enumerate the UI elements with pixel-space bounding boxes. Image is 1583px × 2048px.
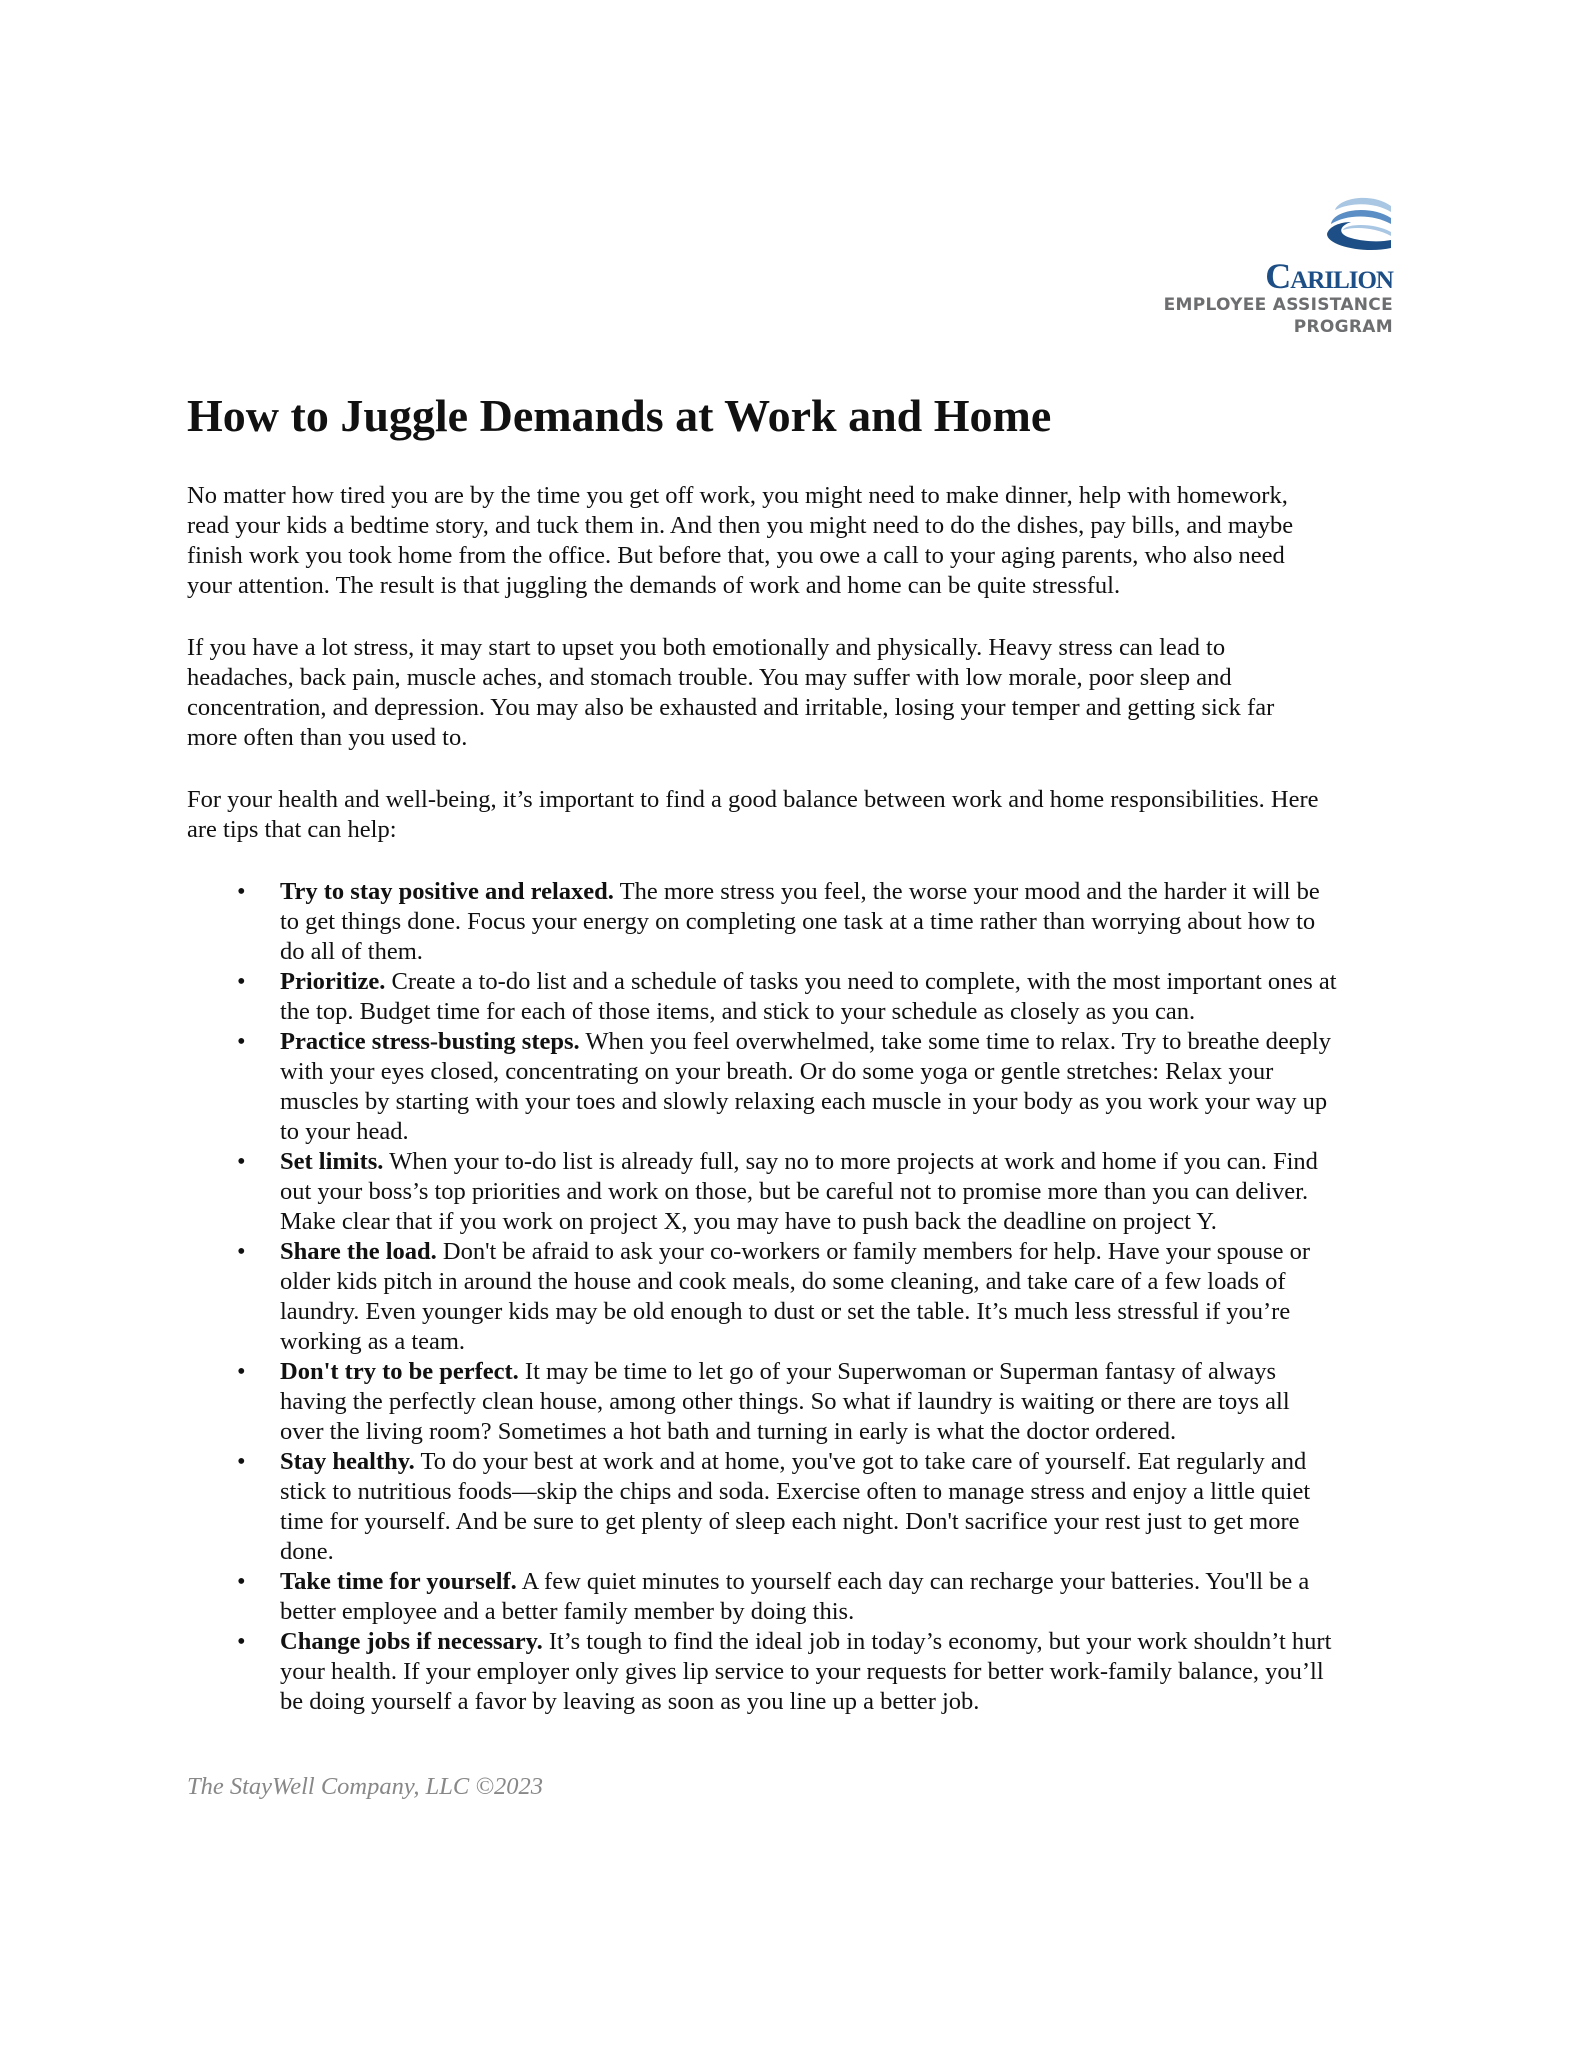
tip-line: having the perfectly clean house, among other things. So what if laundry is waiting or there are toys all [280, 1388, 1290, 1415]
tip-heading: Share the load. [280, 1238, 437, 1265]
paragraph-line: read your kids a bedtime story, and tuck them in. And then you might need to do the dishes, pay bills, and maybe [187, 512, 1294, 539]
tip-line [280, 1357, 1417, 1387]
paragraph-line: more often than you used to. [187, 724, 468, 751]
tip-item [187, 1237, 1417, 1357]
tip-item [187, 1357, 1417, 1447]
tip-line: with your eyes closed, concentrating on your breath. Or do some yoga or gentle stretches: Relax your [280, 1058, 1274, 1085]
tip-text: It’s tough to find the ideal job in today’s economy, but your work shouldn’t hurt [542, 1628, 1332, 1655]
tip-line [280, 1027, 1417, 1057]
tip-heading: Try to stay positive and relaxed. [280, 878, 614, 905]
tip-heading: Practice stress-busting steps. [280, 1028, 580, 1055]
tip-line: your health. If your employer only gives lip service to your requests for better work-family balance, you’ll [280, 1658, 1324, 1685]
paragraph-line: concentration, and depression. You may also be exhausted and irritable, losing your temper and getting sick far [187, 694, 1275, 721]
tip-text: It may be time to let go of your Superwoman or Superman fantasy of always [518, 1358, 1277, 1385]
bullet-icon: • [237, 1148, 246, 1175]
tip-item [187, 1447, 1417, 1567]
tip-line [280, 1237, 1417, 1267]
paragraph-line: your attention. The result is that juggling the demands of work and home can be quite stressful. [187, 572, 1121, 599]
paragraph-line: If you have a lot stress, it may start to upset you both emotionally and physically. Heavy stress can lead to [187, 634, 1226, 661]
article-body [187, 481, 1417, 1717]
tip-line: stick to nutritious foods—skip the chips and soda. Exercise often to manage stress and enjoy a little quiet [280, 1478, 1311, 1505]
tip-line: laundry. Even younger kids may be old enough to dust or set the table. It’s much less stressful if you’re [280, 1298, 1291, 1325]
paragraph [187, 633, 1417, 753]
paragraph-line: finish work you took home from the office. But before that, you owe a call to your aging parents, who also need [187, 542, 1285, 569]
tip-item [187, 1027, 1417, 1147]
paragraph-line: headaches, back pain, muscle aches, and stomach trouble. You may suffer with low morale, poor sleep and [187, 664, 1232, 691]
carilion-swoosh-icon [1321, 196, 1393, 254]
tip-line: to your head. [280, 1118, 409, 1145]
tip-heading: Take time for yourself. [280, 1568, 517, 1595]
tip-text: To do your best at work and at home, you've got to take care of yourself. Eat regularly and [414, 1448, 1307, 1475]
bullet-icon: • [237, 878, 246, 905]
tip-line [280, 967, 1417, 997]
tip-heading: Don't try to be perfect. [280, 1358, 519, 1385]
bullet-icon: • [237, 1358, 246, 1385]
tip-line: Make clear that if you work on project X, you may have to push back the deadline on project Y. [280, 1208, 1217, 1235]
logo-line-1: EMPLOYEE ASSISTANCE [1163, 295, 1393, 315]
tip-item [187, 877, 1417, 967]
tip-heading: Prioritize. [280, 968, 386, 995]
tip-text: A few quiet minutes to yourself each day can recharge your batteries. You'll be a [516, 1568, 1310, 1595]
page-title: How to Juggle Demands at Work and Home [187, 390, 1052, 441]
tip-line: over the living room? Sometimes a hot bath and turning in early is what the doctor ordered. [280, 1418, 1177, 1445]
bullet-icon: • [237, 1448, 246, 1475]
tip-line: be doing yourself a favor by leaving as soon as you line up a better job. [280, 1688, 980, 1715]
tip-line: the top. Budget time for each of those items, and stick to your schedule as closely as you can. [280, 998, 1196, 1025]
tips-list [187, 877, 1417, 1717]
tip-text: Don't be afraid to ask your co-workers or family members for help. Have your spouse or [436, 1238, 1311, 1265]
bullet-icon: • [237, 1628, 246, 1655]
tip-item [187, 1567, 1417, 1627]
tip-line: better employee and a better family member by doing this. [280, 1598, 855, 1625]
tip-line: done. [280, 1538, 334, 1565]
tip-line: older kids pitch in around the house and cook meals, do some cleaning, and take care of a few loads of [280, 1268, 1286, 1295]
tip-line [280, 1147, 1417, 1177]
tip-heading: Set limits. [280, 1148, 384, 1175]
tip-line: muscles by starting with your toes and slowly relaxing each muscle in your body as you work your way up [280, 1088, 1328, 1115]
logo-brand: Carilion [1265, 256, 1393, 296]
tip-line: do all of them. [280, 938, 423, 965]
tip-line: to get things done. Focus your energy on completing one task at a time rather than worrying about how to [280, 908, 1316, 935]
tip-line: out your boss’s top priorities and work on those, but be careful not to promise more than you can deliver. [280, 1178, 1309, 1205]
tip-line [280, 1627, 1417, 1657]
bullet-icon: • [237, 968, 246, 995]
tip-text: The more stress you feel, the worse your mood and the harder it will be [613, 878, 1320, 905]
paragraph [187, 785, 1417, 845]
logo-line-2: PROGRAM [1293, 317, 1393, 337]
paragraph-line: are tips that can help: [187, 816, 397, 843]
tip-text: When your to-do list is already full, say no to more projects at work and home if you can. Find [383, 1148, 1318, 1175]
tip-line: working as a team. [280, 1328, 466, 1355]
tip-item [187, 1627, 1417, 1717]
tip-item [187, 967, 1417, 1027]
tip-line: time for yourself. And be sure to get plenty of sleep each night. Don't sacrifice your rest just to get more [280, 1508, 1300, 1535]
paragraph-line: For your health and well-being, it’s important to find a good balance between work and home responsibilities. Here [187, 786, 1319, 813]
tip-text: When you feel overwhelmed, take some time to relax. Try to breathe deeply [579, 1028, 1331, 1055]
tip-text: Create a to-do list and a schedule of tasks you need to complete, with the most important ones at [385, 968, 1337, 995]
tip-heading: Change jobs if necessary. [280, 1628, 543, 1655]
bullet-icon: • [237, 1238, 246, 1265]
paragraph [187, 481, 1417, 601]
carilion-logo [1133, 196, 1393, 338]
tip-item [187, 1147, 1417, 1237]
tip-line [280, 877, 1417, 907]
copyright-footer: The StayWell Company, LLC ©2023 [187, 1773, 543, 1800]
paragraph-line: No matter how tired you are by the time you get off work, you might need to make dinner, help with homework, [187, 482, 1288, 509]
bullet-icon: • [237, 1568, 246, 1595]
bullet-icon: • [237, 1028, 246, 1055]
tip-line [280, 1567, 1417, 1597]
tip-heading: Stay healthy. [280, 1448, 415, 1475]
tip-line [280, 1447, 1417, 1477]
